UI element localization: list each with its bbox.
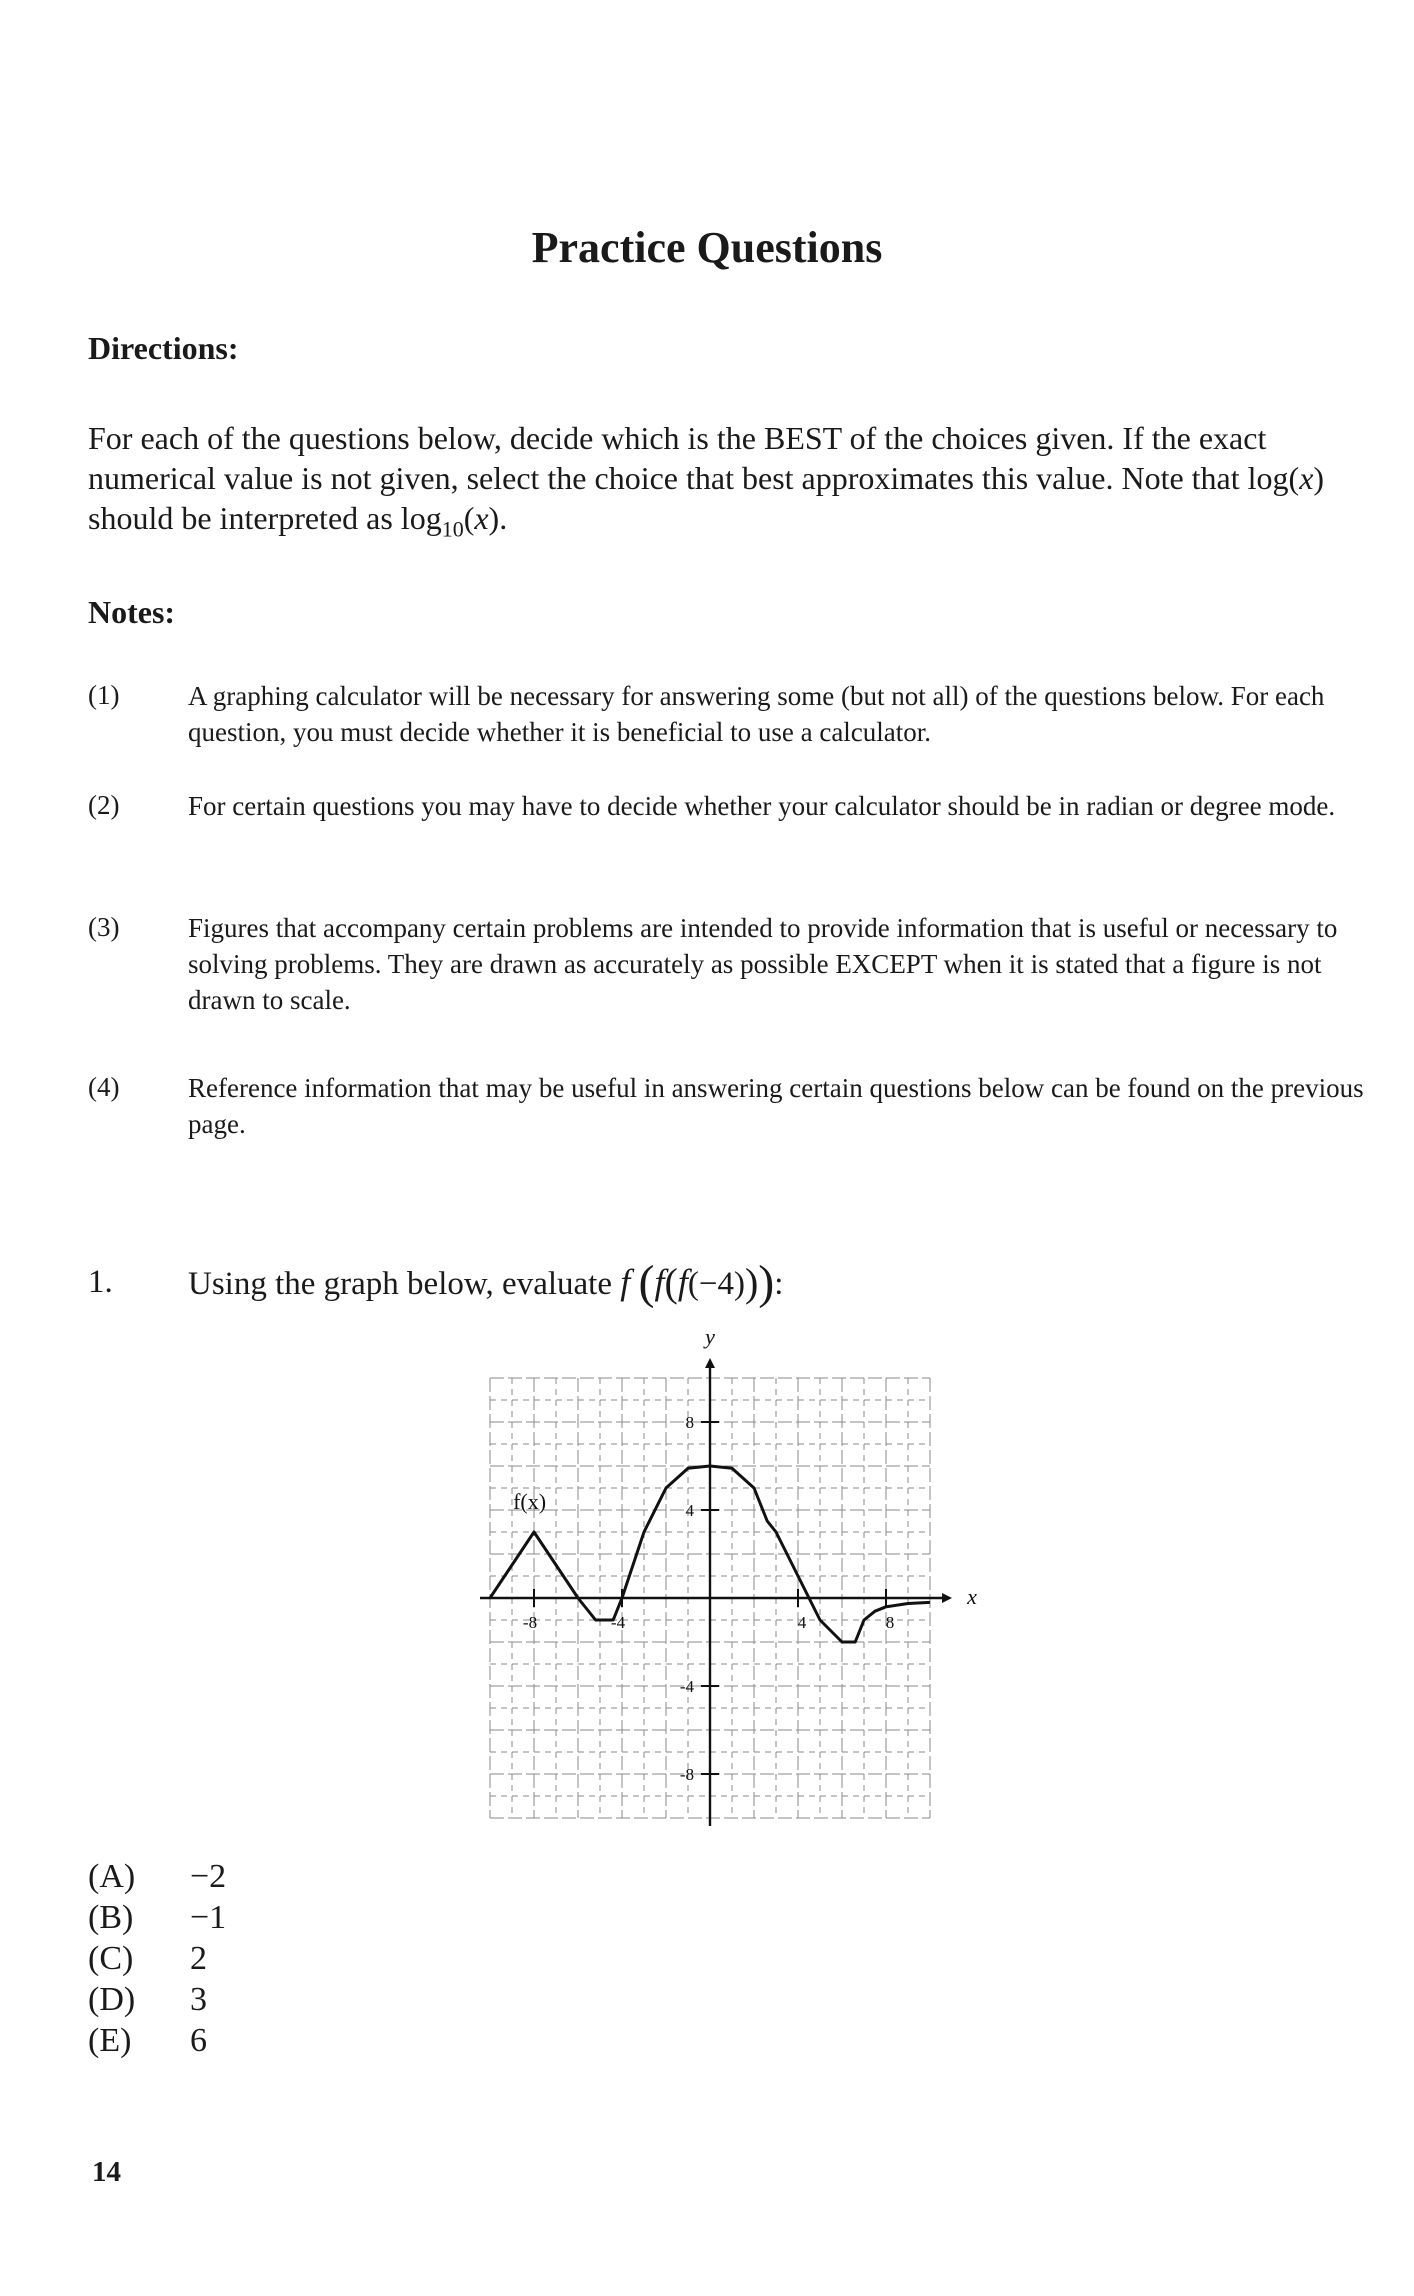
y-axis-label: y	[705, 1324, 715, 1349]
choice-value: −1	[190, 1899, 227, 1936]
note-text: Figures that accompany certain problems are intended to provide information that is useful or necessary to solving problems. They are drawn as accurately as possible EXCEPT when it is stated that a figure is not drawn to scale.	[188, 913, 1338, 1015]
expr-f-middle: f	[654, 1262, 665, 1302]
choice-value: 6	[190, 2022, 207, 2059]
question-prompt-text: Using the graph below, evaluate	[188, 1266, 621, 1302]
directions-mid-text: should be interpreted as	[88, 500, 401, 536]
x-axis-arrow	[942, 1593, 952, 1603]
log10-close: ).	[488, 500, 508, 536]
function-graph	[470, 1324, 990, 1838]
y-tick-label: 4	[685, 1501, 694, 1520]
choice-letter: (D)	[88, 1981, 136, 2018]
y-tick-label: -4	[679, 1677, 694, 1696]
expr-f-outer: f	[620, 1262, 631, 1302]
y-axis-arrow	[705, 1358, 715, 1368]
note-number: (3)	[88, 912, 120, 942]
directions-heading: Directions:	[88, 330, 239, 366]
choice-letter: (A)	[88, 1858, 136, 1895]
note-text: A graphing calculator will be necessary for answering some (but not all) of the questions below. For each question, you must decide whether it is beneficial to use a calculator.	[188, 681, 1325, 747]
note-number: (1)	[88, 680, 120, 710]
log-fn: log(	[1247, 460, 1300, 496]
page-title: Practice Questions	[531, 223, 883, 272]
expr-colon: :	[774, 1266, 784, 1302]
x-tick-label: 8	[885, 1613, 895, 1632]
log-close: )	[1313, 460, 1325, 496]
log10-open: (	[463, 500, 475, 536]
question-prompt: Using the graph below, evaluate f (f(f(−4))):	[188, 1256, 784, 1309]
notes-heading: Notes:	[88, 594, 176, 630]
expr-argument: −4	[698, 1266, 734, 1302]
log10-var: x	[474, 500, 489, 536]
choice-letter: (B)	[88, 1899, 134, 1936]
log-var: x	[1299, 460, 1314, 496]
directions-main-text: For each of the questions below, decide which is the BEST of the choices given. If the exact numerical value is not given, select the choice that best approximates this value. Note that	[88, 420, 1267, 496]
x-tick-label: -4	[610, 1613, 626, 1632]
choice-letter: (C)	[88, 1940, 134, 1977]
note-number: (4)	[88, 1072, 120, 1102]
question-number: 1.	[88, 1264, 113, 1300]
page-number: 14	[92, 2156, 121, 2188]
expr-f-inner: f	[677, 1262, 688, 1302]
x-tick-label: -8	[522, 1613, 538, 1632]
x-axis-label: x	[967, 1584, 977, 1609]
choice-value: 3	[190, 1981, 207, 2018]
x-tick-label: 4	[797, 1613, 807, 1632]
log10-subscript: 10	[441, 516, 464, 542]
choice-value: 2	[190, 1940, 207, 1977]
log10-base: log	[400, 500, 442, 536]
choice-letter: (E)	[88, 2022, 132, 2059]
axes	[480, 1358, 952, 1826]
note-number: (2)	[88, 790, 120, 820]
note-text: Reference information that may be useful in answering certain questions below can be found on the previous page.	[188, 1073, 1364, 1139]
y-tick-label: -8	[679, 1765, 694, 1784]
series-label: f(x)	[513, 1488, 547, 1514]
choice-value: −2	[190, 1858, 227, 1895]
directions-text	[88, 418, 1338, 549]
y-tick-label: 8	[685, 1413, 694, 1432]
note-text: For certain questions you may have to decide whether your calculator should be in radian or degree mode.	[188, 791, 1336, 821]
